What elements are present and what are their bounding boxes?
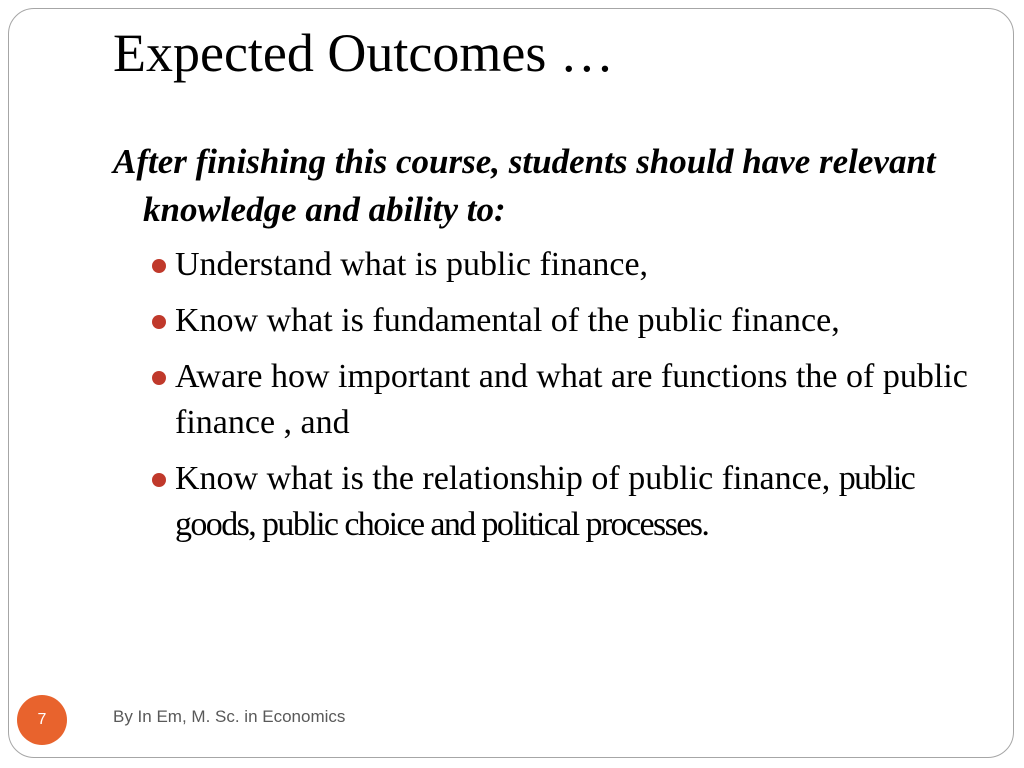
- bullet-item: [150, 298, 980, 344]
- bullet-text: Aware how important and what are functions the of public finance , and: [175, 358, 968, 441]
- intro-text: [113, 138, 963, 234]
- bullet-icon: [152, 371, 166, 385]
- bullet-list: [150, 242, 980, 558]
- bullet-text: Know what is fundamental of the public finance,: [175, 302, 840, 339]
- footer-text: By In Em, M. Sc. in Economics: [113, 707, 346, 726]
- bullet-icon: [152, 259, 166, 273]
- bullet-item: [150, 242, 980, 288]
- bullet-icon: [152, 315, 166, 329]
- page-number-badge: [17, 695, 67, 745]
- slide-title: Expected Outcomes …: [113, 23, 614, 83]
- intro-line-2: relevant knowledge and ability to:: [143, 142, 936, 229]
- bullet-item: [150, 456, 980, 548]
- bullet-text: Understand what is public finance,: [175, 246, 649, 283]
- bullet-icon: [152, 473, 166, 487]
- bullet-text-line-2: public goods, public choice and political processes.: [175, 460, 915, 543]
- bullet-text: [175, 460, 914, 543]
- bullet-item: [150, 354, 980, 446]
- page-number: 7: [37, 711, 47, 728]
- intro-line-1: After finishing this course, students should have: [113, 142, 811, 181]
- bullet-text-line-1: Know what is the relationship of public finance,: [175, 460, 831, 497]
